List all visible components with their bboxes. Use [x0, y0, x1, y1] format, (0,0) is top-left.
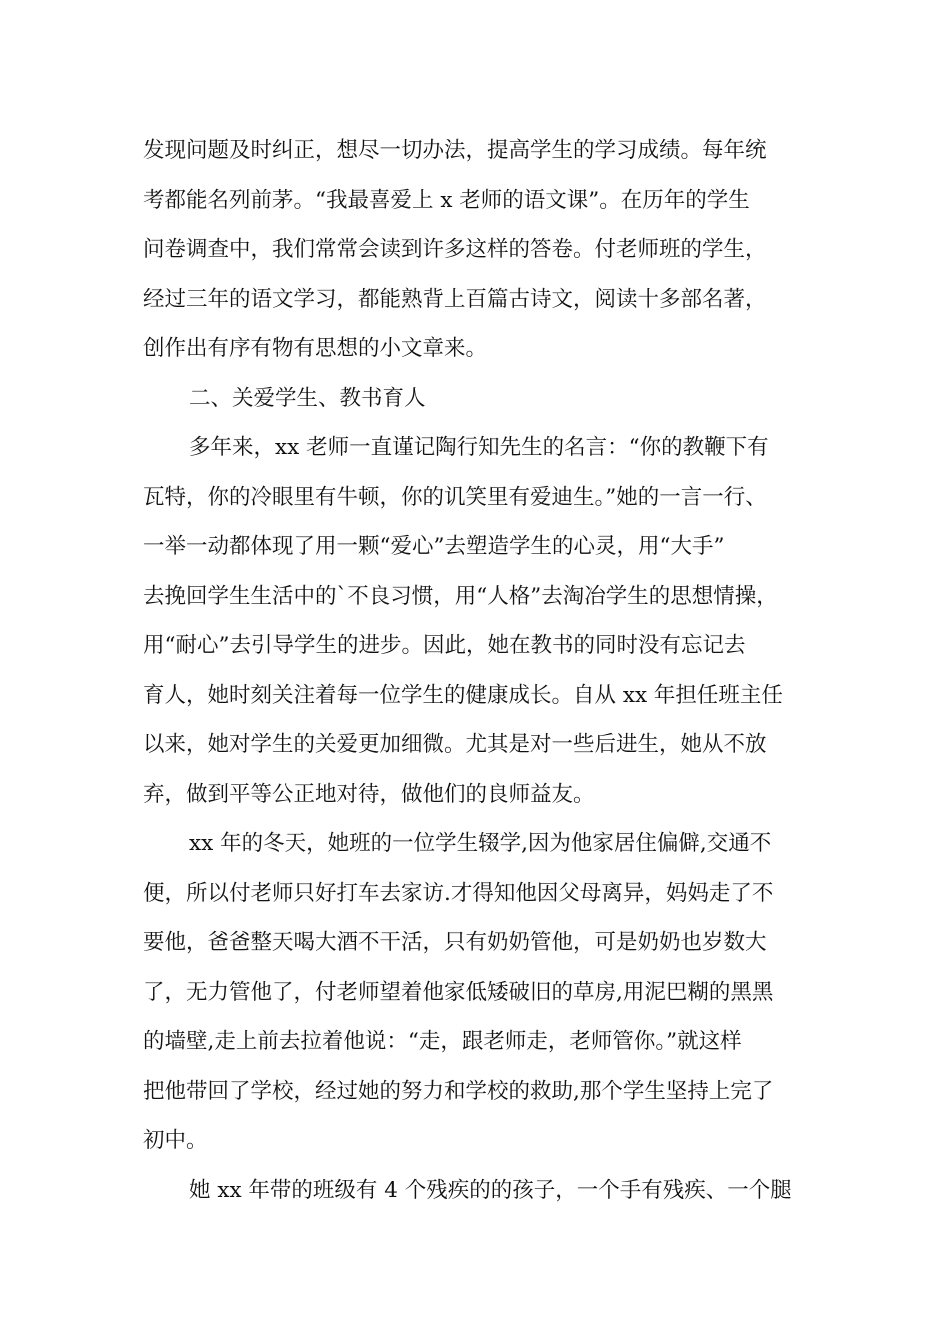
- text-line: 便，所以付老师只好打车去家访.才得知他因父母离异，妈妈走了不: [143, 880, 774, 906]
- text-line: 她 xx 年带的班级有 4 个残疾的的孩子，一个手有残疾、一个腿: [189, 1177, 792, 1203]
- text-line: 了，无力管他了，付老师望着他家低矮破旧的草房,用泥巴糊的黑黑: [143, 979, 774, 1005]
- text-line: 多年来，xx 老师一直谨记陶行知先生的名言：“你的教鞭下有: [189, 435, 769, 460]
- text-line: 弃，做到平等公正地对待，做他们的良师益友。: [143, 781, 595, 807]
- text-line: 发现问题及时纠正，想尽一切办法，提高学生的学习成绩。每年统: [143, 138, 767, 163]
- text-line: 初中。: [143, 1128, 208, 1153]
- text-line: 要他，爸爸整天喝大酒不干活，只有奶奶管他，可是奶奶也岁数大: [143, 930, 767, 955]
- section-heading: 二、关爱学生、教书育人: [189, 385, 426, 411]
- text-line: 问卷调查中，我们常常会读到许多这样的答卷。付老师班的学生，: [143, 237, 767, 262]
- text-line: 以来，她对学生的关爱更加细微。尤其是对一些后进生，她从不放: [143, 732, 767, 757]
- text-line: 创作出有序有物有思想的小文章来。: [143, 336, 488, 361]
- text-line: 瓦特，你的冷眼里有牛顿，你的讥笑里有爱迪生。”她的一言一行、: [143, 484, 767, 510]
- text-line: xx 年的冬天，她班的一位学生辍学,因为他家居住偏僻,交通不: [189, 831, 772, 856]
- text-line: 一举一动都体现了用一颗“爱心”去塑造学生的心灵，用“大手”: [143, 534, 725, 559]
- text-line: 用“耐心”去引导学生的进步。因此，她在教书的同时没有忘记去: [143, 633, 746, 658]
- text-line: 经过三年的语文学习，都能熟背上百篇古诗文，阅读十多部名著，: [143, 286, 767, 312]
- text-line: 育人，她时刻关注着每一位学生的健康成长。自从 xx 年担任班主任: [143, 682, 783, 708]
- text-line: 的墙壁,走上前去拉着他说：“走，跟老师走，老师管你。”就这样: [143, 1029, 742, 1054]
- text-line: 把他带回了学校，经过她的努力和学校的救助,那个学生坚持上完了: [143, 1078, 774, 1104]
- text-line: 去挽回学生生活中的`不良习惯，用“人格”去淘冶学生的思想情操，: [143, 583, 778, 609]
- body-text: [143, 126, 823, 1215]
- text-line: 考都能名列前茅。“我最喜爱上 x 老师的语文课”。在历年的学生: [143, 187, 750, 213]
